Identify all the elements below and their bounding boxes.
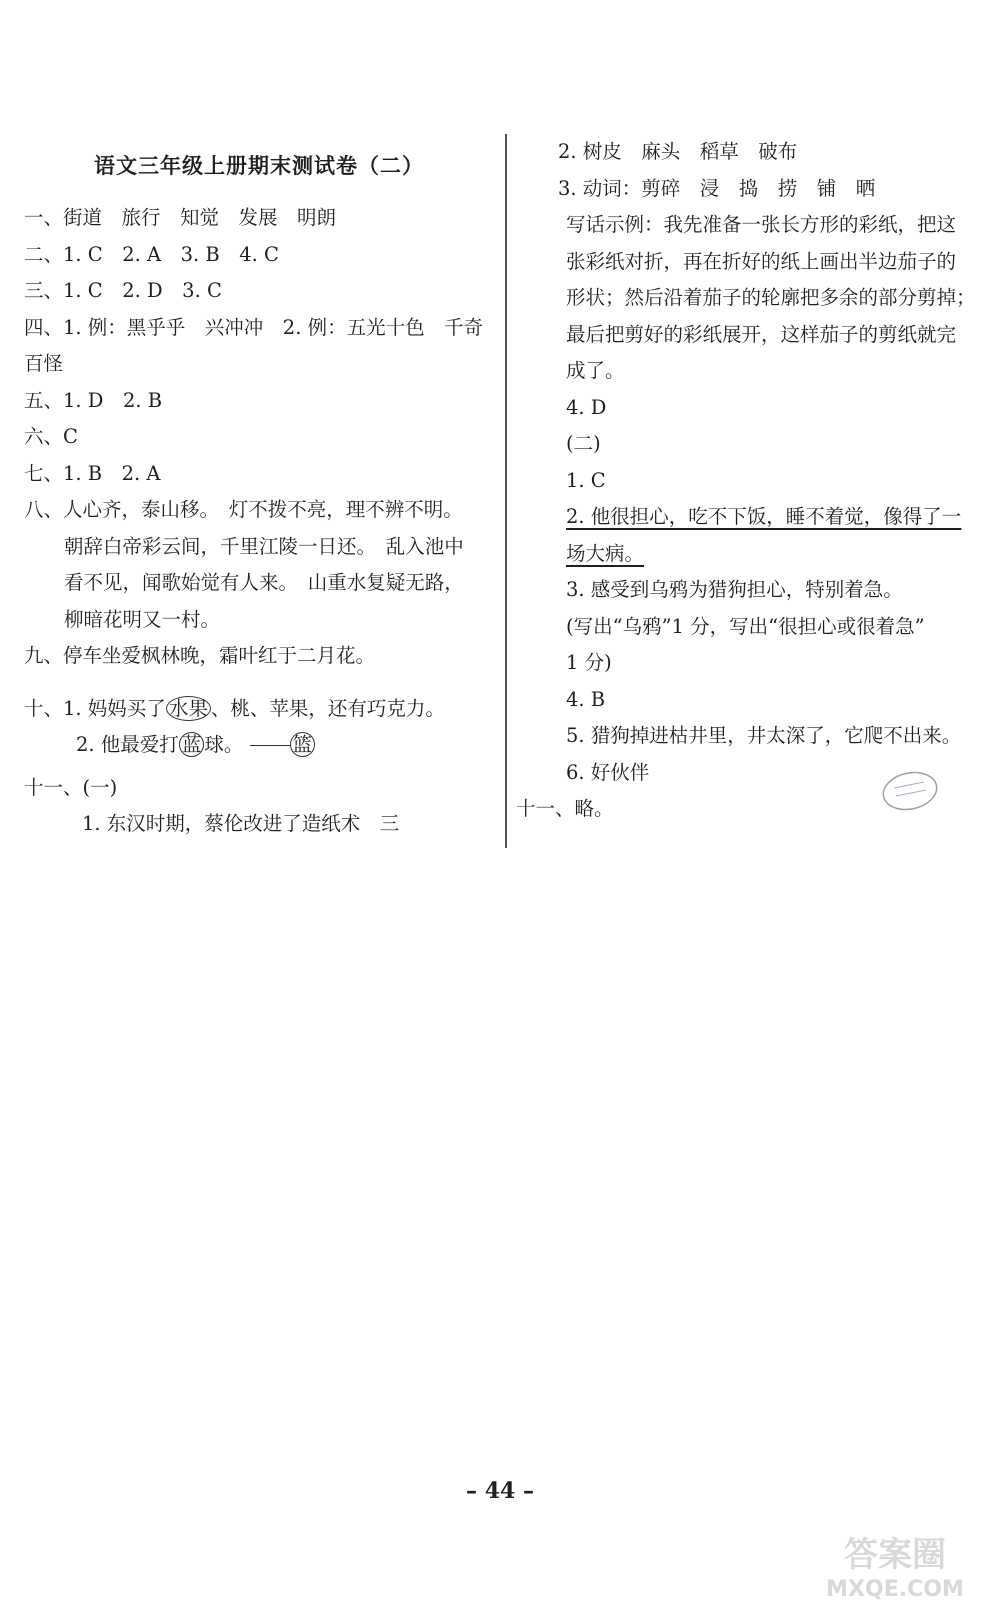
writing-sample-line1: 写话示例：我先准备一张长方形的彩纸，把这 [566,213,957,236]
correction-arrow-line [250,745,290,746]
answer-q10-2: 2. 他最爱打 蓝 球。 篮 [24,727,494,764]
answer-q8-line2: 朝辞白帝彩云间，千里江陵一日还。 乱入池中 [64,534,464,558]
answer-r2-2: 2. 他很担心，吃不下饭，睡不着觉，像得了一 [566,505,962,528]
answer-q8-line4: 柳暗花明又一村。 [64,607,221,631]
scoring-note-line2: 1 分) [566,651,612,674]
answer-r2-4: 4. B [566,687,606,711]
answer-q8: 八、人心齐，泰山移。 灯不拨不亮，理不辨不明。 [24,498,463,521]
answer-q5: 五、1. D 2. B [24,388,163,412]
column-divider [505,134,507,848]
answer-q11-omitted: 十一、略。 [516,797,614,820]
correction-char: 篮 [290,732,316,757]
scoring-note-line1: (写出“乌鸦”1 分，写出“很担心或很着急” [566,614,925,638]
circled-wrong-char: 蓝 [179,732,205,757]
answer-r-2: 2. 树皮 麻头 稻草 破布 [558,140,798,163]
left-column [24,140,494,843]
svg-text:答案圈: 答案圈 [844,1535,946,1575]
watermark-logo-icon [800,1530,990,1602]
right-column [516,134,986,828]
answer-q6: 六、C [24,425,78,448]
answer-r2-2-continued: 场大病。 [566,541,645,565]
circled-error-word: 水果 [166,696,211,721]
answer-q8-line3: 看不见，闻歌始觉有人来。 山重水复疑无路， [64,571,464,594]
answer-r2-5: 5. 猎狗掉进枯井里，井太深了，它爬不出来。 [566,724,962,747]
answer-r-3: 3. 动词：剪碎 浸 捣 捞 铺 晒 [558,176,876,200]
answer-q7: 七、1. B 2. A [24,461,161,485]
answer-q2: 二、1. C 2. A 3. B 4. C [24,242,279,266]
svg-text:MXQE.COM: MXQE.COM [826,1577,964,1602]
answer-q4-continued: 百怪 [24,352,64,375]
answer-q9: 九、停车坐爱枫林晚，霜叶红于二月花。 [24,644,376,667]
answer-r2-6: 6. 好伙伴 [566,760,650,784]
answer-q10-1: 十、1. 妈妈买了 水果 、桃、苹果，还有巧克力。 [24,696,445,720]
answer-r2-3: 3. 感受到乌鸦为猎狗担心，特别着急。 [566,578,903,601]
writing-sample-line2: 张彩纸对折，再在折好的纸上画出半边茄子的 [566,249,957,273]
answer-q1: 一、街道 旅行 知觉 发展 明朗 [24,206,337,229]
answer-q4: 四、1. 例：黑乎乎 兴冲冲 2. 例：五光十色 千奇 [24,315,484,339]
page-number: – 44 – [466,1478,534,1504]
writing-sample-line3: 形状；然后沿着茄子的轮廓把多余的部分剪掉； [566,286,976,309]
answer-r2-1: 1. C [566,468,606,492]
answer-q11-heading: 十一、(一) [24,775,118,799]
page-title: 语文三年级上册期末测试卷（二） [94,153,424,178]
writing-sample-line4: 最后把剪好的彩纸展开，这样茄子的剪纸就完 [566,322,957,346]
answer-q11-1: 1. 东汉时期，蔡伦改进了造纸术 三 [82,812,400,835]
stamp-icon [880,770,940,812]
writing-sample-line5: 成了。 [566,359,625,382]
answer-q3: 三、1. C 2. D 3. C [24,279,222,302]
answer-r-4: 4. D [566,395,607,419]
section-two-heading: (二) [566,432,601,455]
